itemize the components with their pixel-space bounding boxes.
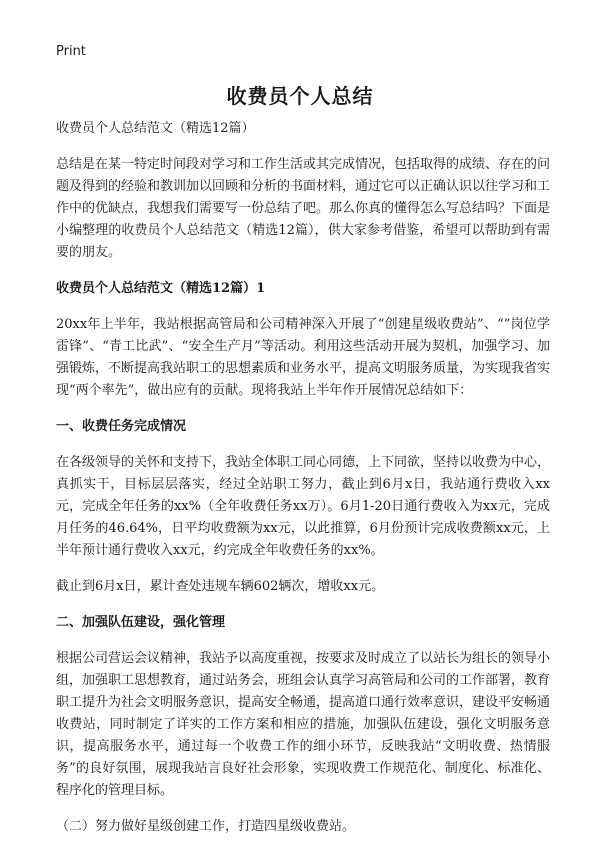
- intro-paragraph: 总结是在某一特定时间段对学习和工作生活或其完成情况，包括取得的成绩、存在的问题及得到的经验和教训加以回顾和分析的书面材料，通过它可以正确认识以往学习和工作中的优缺点，我想我们需要写一份总结了吧。那么你真的懂得怎么写总结吗？下面是小编整理的收费员个人总结范文（精选12篇），供大家参考借鉴，希望可以帮助到有需要的朋友。: [56, 157, 551, 260]
- paragraph-4: 根据公司营运会议精神，我站予以高度重视，按要求及时成立了以站长为组长的领导小组，加强职工思想教育，通过站务会，班组会认真学习高管局和公司的工作部署，教育职工提升为社会文明服务意识，提高安全畅通，提高道口通行效率意识，建设平安畅通收费站，同时制定了详实的工作方案和相应的措施，加强队伍建设，强化文明服务意识，提高服务水平，通过每一个收费工作的细小环节，反映我站“文明收费、热情服务”的良好氛围，展现我站言良好社会形象，实现收费工作规范化、制度化、标准化、程序化的管理目标。: [56, 651, 551, 798]
- heading-1: 一、收费任务完成情况: [56, 419, 187, 434]
- section-heading: 收费员个人总结范文（精选12篇）1: [56, 281, 266, 296]
- document-body: [56, 118, 550, 852]
- print-link[interactable]: Print: [56, 44, 86, 59]
- page-title: 收费员个人总结: [226, 84, 374, 108]
- paragraph-1: 20xx年上半年，我站根据高管局和公司精神深入开展了“创建星级收费站”、“”岗位学雷锋”、“青工比武”、“安全生产月”等活动。利用这些活动开展为契机，加强学习、加强锻炼，不断提高我站职工的思想素质和业务水平，提高文明服务质量，为实现我省实现“两个率先”，做出应有的贡献。现将我站上半年作开展情况总结如下：: [56, 317, 551, 398]
- paragraph-2: 在各级领导的关怀和支持下，我站全体职工同心同德，上下同欲，坚持以收费为中心，真抓实干，目标层层落实，经过全站职工努力，截止到6月x日，我站通行费收入xx元，完成全年任务的xx%（全年收费任务xx万）。6月1-20日通行费收入为xx元，完成月任务的46.64%，日平均收费额为xx元，以此推算，6月份预计完成收费额xx元，上半年预计通行费收入xx元，约完成全年收费任务的xx%。: [56, 455, 551, 558]
- heading-2: 二、加强队伍建设，强化管理: [56, 615, 226, 630]
- paragraph-5: （二）努力做好星级创建工作，打造四星级收费站。: [56, 819, 356, 834]
- paragraph-3: 截止到6月x日，累计查处违规车辆602辆次，增收xx元。: [56, 579, 385, 594]
- subtitle: 收费员个人总结范文（精选12篇）: [56, 121, 255, 136]
